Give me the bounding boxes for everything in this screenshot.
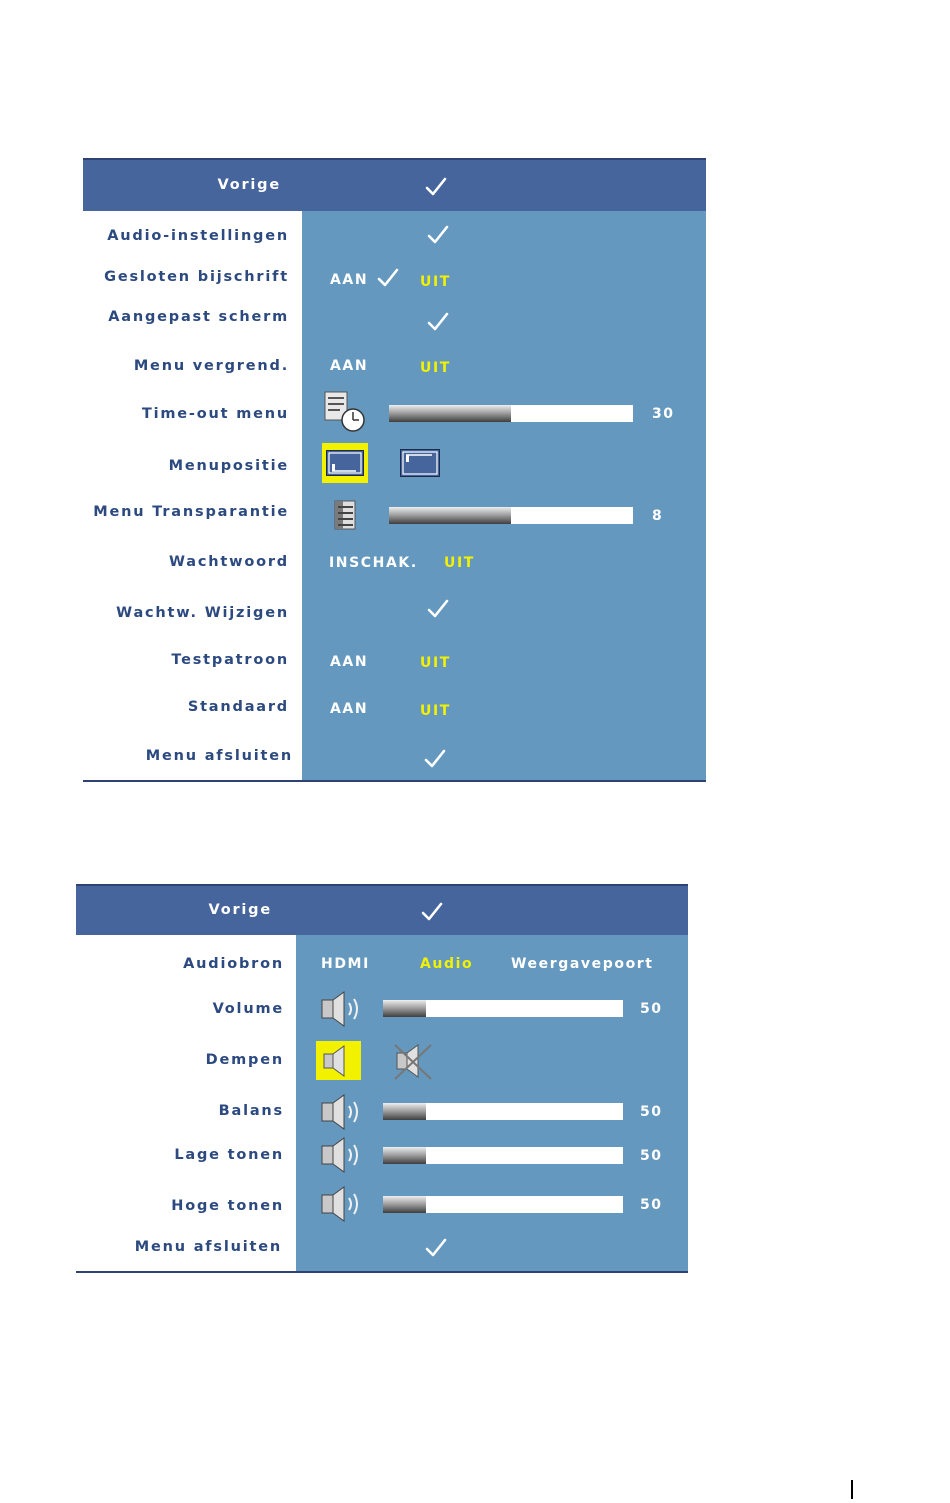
balance-value: 50 (640, 1104, 663, 1120)
treble-fill (383, 1196, 426, 1213)
header-top-line (76, 884, 688, 886)
row-mute-label[interactable]: Dempen (205, 1052, 284, 1068)
row-menu-position-label[interactable]: Menupositie (168, 458, 289, 474)
menu-position-top-icon[interactable] (400, 449, 440, 477)
row-menu-lock-label[interactable]: Menu vergrend. (133, 358, 289, 374)
menu-position-bottom-option[interactable] (322, 443, 368, 483)
header-top-line (83, 158, 706, 160)
bass-fill (383, 1147, 426, 1164)
menu-header[interactable] (76, 884, 688, 935)
speaker-muted-icon[interactable] (391, 1041, 435, 1081)
menu-transparency-fill (389, 507, 511, 524)
exit-menu-check-icon[interactable] (425, 1238, 447, 1258)
closed-caption-check-icon (377, 268, 399, 288)
row-default-label[interactable]: Standaard (187, 699, 289, 715)
volume-value: 50 (640, 1001, 663, 1017)
back-label[interactable]: Vorige (208, 902, 272, 918)
row-bass-label[interactable]: Lage tonen (174, 1147, 284, 1163)
closed-caption-on-option[interactable]: AAN (330, 272, 369, 288)
bass-slider[interactable] (383, 1147, 623, 1164)
menu-timeout-slider[interactable] (389, 405, 633, 422)
row-menu-timeout-label[interactable]: Time-out menu (141, 406, 289, 422)
menu-lock-on-option[interactable]: AAN (330, 358, 369, 374)
row-custom-screen-label[interactable]: Aangepast scherm (108, 309, 289, 325)
menu-header[interactable] (83, 158, 706, 211)
menu-bottom-line (76, 1271, 688, 1273)
row-closed-caption-label[interactable]: Gesloten bijschrift (104, 269, 289, 285)
audio-source-hdmi-option[interactable]: HDMI (321, 956, 370, 972)
default-on-option[interactable]: AAN (330, 701, 369, 717)
mute-off-option[interactable] (316, 1041, 361, 1080)
menu-transparency-value: 8 (652, 508, 664, 524)
balance-slider[interactable] (383, 1103, 623, 1120)
password-off-option[interactable]: UIT (444, 555, 475, 571)
osd-menu-audio (76, 884, 688, 1273)
default-off-option[interactable]: UIT (420, 703, 451, 719)
menu-bottom-line (83, 780, 706, 782)
row-balance-label[interactable]: Balans (218, 1103, 284, 1119)
volume-fill (383, 1000, 426, 1017)
transparency-icon (333, 499, 359, 531)
balance-fill (383, 1103, 426, 1120)
speaker-on-icon (322, 1044, 352, 1078)
custom-screen-check-icon[interactable] (427, 312, 449, 332)
treble-slider[interactable] (383, 1196, 623, 1213)
bass-value: 50 (640, 1148, 663, 1164)
back-check-icon[interactable] (425, 177, 447, 197)
treble-value: 50 (640, 1197, 663, 1213)
row-volume-label[interactable]: Volume (212, 1001, 284, 1017)
menu-timer-icon (323, 390, 367, 434)
audio-source-displayport-option[interactable]: Weergavepoort (511, 956, 654, 972)
page-marker (851, 1480, 853, 1499)
row-audio-source-label[interactable]: Audiobron (183, 956, 284, 972)
row-test-pattern-label[interactable]: Testpatroon (171, 652, 289, 668)
speaker-icon (320, 1184, 364, 1224)
menu-position-bottom-icon (326, 450, 364, 476)
closed-caption-off-option[interactable]: UIT (420, 274, 451, 290)
row-menu-transparency-label[interactable]: Menu Transparantie (93, 504, 289, 520)
menu-timeout-fill (389, 405, 511, 422)
row-audio-settings-label[interactable]: Audio-instellingen (107, 228, 289, 244)
menu-transparency-slider[interactable] (389, 507, 633, 524)
speaker-icon (320, 1092, 364, 1132)
menu-lock-off-option[interactable]: UIT (420, 360, 451, 376)
audio-source-audio-option[interactable]: Audio (420, 956, 474, 972)
row-exit-menu-label[interactable]: Menu afsluiten (134, 1239, 282, 1255)
audio-settings-check-icon[interactable] (427, 225, 449, 245)
row-password-label[interactable]: Wachtwoord (169, 554, 289, 570)
volume-slider[interactable] (383, 1000, 623, 1017)
menu-timeout-value: 30 (652, 406, 675, 422)
speaker-icon (320, 989, 364, 1029)
row-change-password-label[interactable]: Wachtw. Wijzigen (116, 605, 289, 621)
test-pattern-on-option[interactable]: AAN (330, 654, 369, 670)
row-exit-menu-label[interactable]: Menu afsluiten (145, 748, 293, 764)
test-pattern-off-option[interactable]: UIT (420, 655, 451, 671)
speaker-icon (320, 1135, 364, 1175)
osd-menu-advanced (83, 158, 706, 782)
row-treble-label[interactable]: Hoge tonen (171, 1198, 284, 1214)
back-check-icon[interactable] (421, 902, 443, 922)
exit-menu-check-icon[interactable] (424, 749, 446, 769)
password-enable-option[interactable]: INSCHAK. (329, 555, 418, 571)
back-label[interactable]: Vorige (217, 177, 281, 193)
change-password-check-icon[interactable] (427, 599, 449, 619)
